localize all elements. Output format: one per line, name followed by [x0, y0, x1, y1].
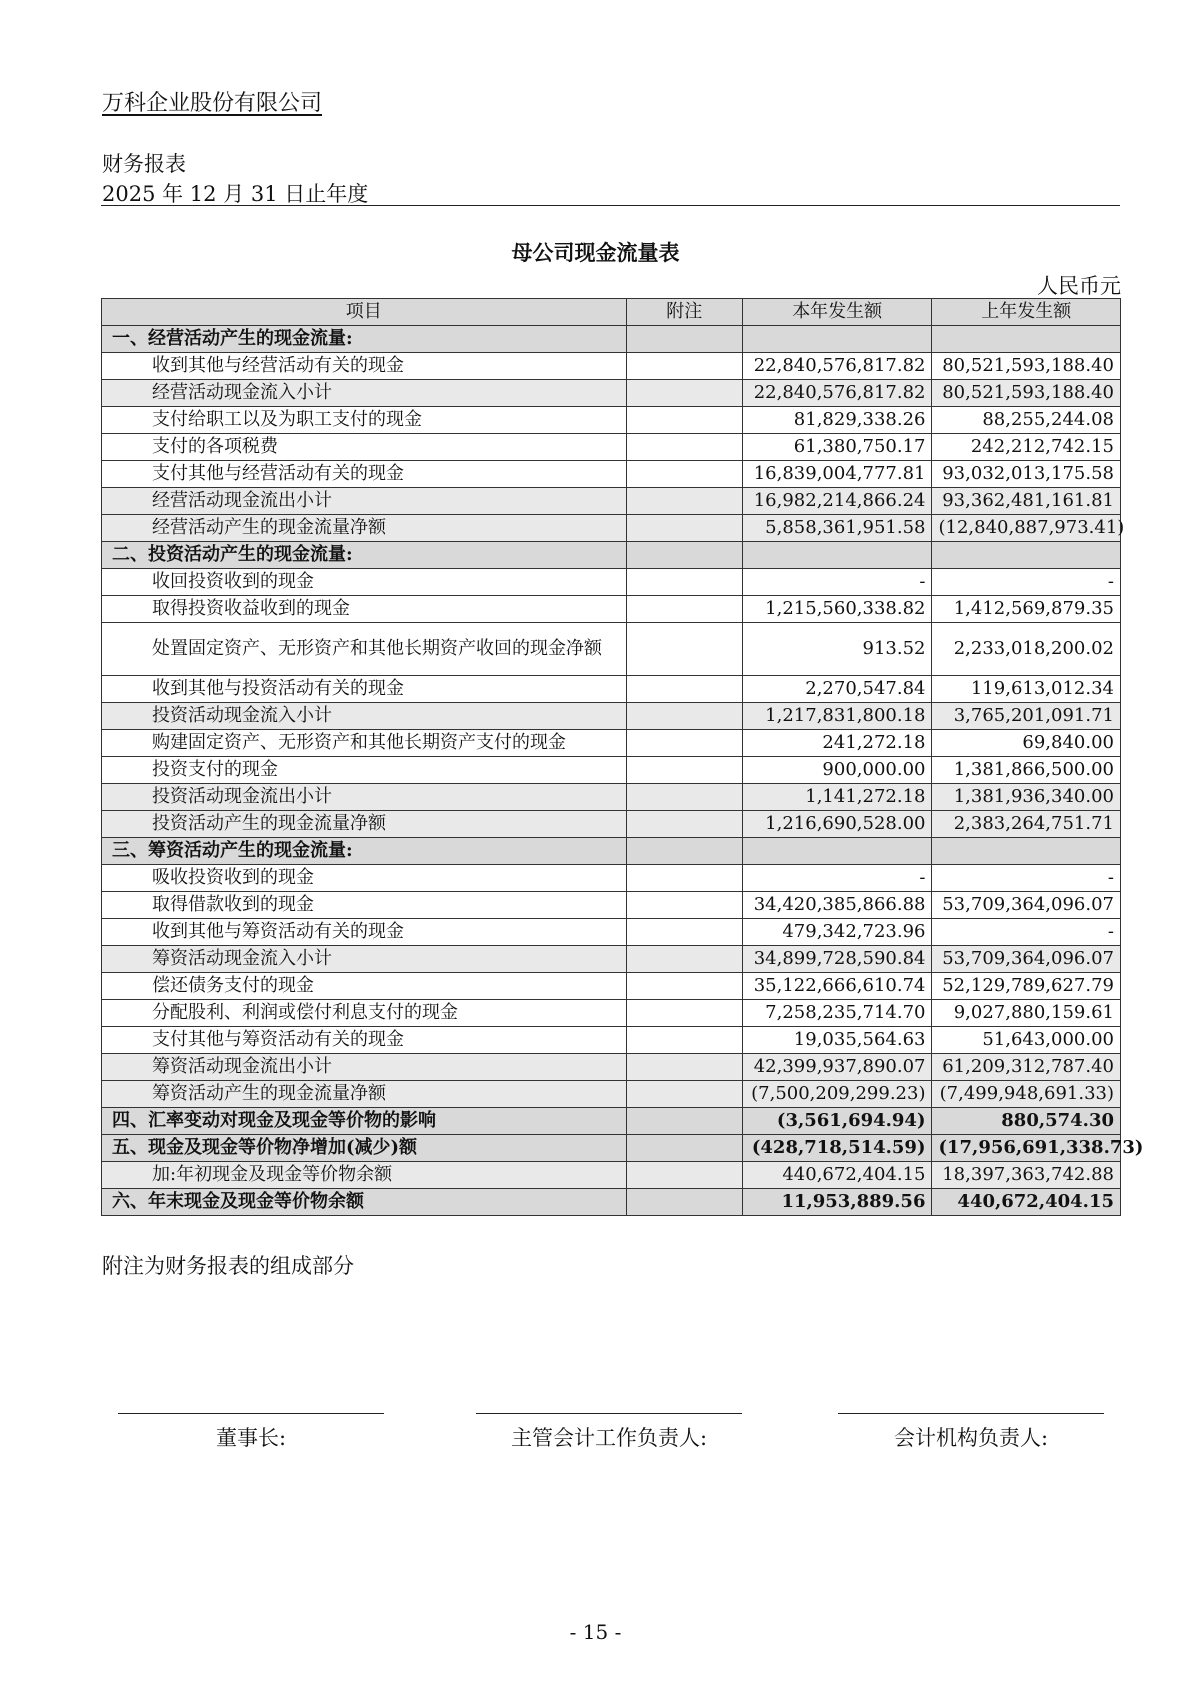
- row-prior-year-value: 52,129,789,627.79: [932, 973, 1121, 1000]
- row-prior-year-value: 1,412,569,879.35: [932, 596, 1121, 623]
- row-current-year-value: 7,258,235,714.70: [742, 1000, 932, 1027]
- table-header-row: [102, 299, 1121, 326]
- table-row: [102, 676, 1121, 703]
- row-prior-year-value: 61,209,312,787.40: [932, 1054, 1121, 1081]
- row-current-year-value: 11,953,889.56: [742, 1189, 932, 1216]
- row-note: [626, 757, 742, 784]
- column-header-prior-year: 上年发生额: [932, 299, 1121, 326]
- row-item-label: 分配股利、利润或偿付利息支付的现金: [102, 1000, 627, 1027]
- column-header-note: 附注: [626, 299, 742, 326]
- row-prior-year-value: 3,765,201,091.71: [932, 703, 1121, 730]
- row-current-year-value: 34,899,728,590.84: [742, 946, 932, 973]
- row-note: [626, 488, 742, 515]
- row-prior-year-value: (12,840,887,973.41): [932, 515, 1121, 542]
- row-item-label: 投资支付的现金: [102, 757, 627, 784]
- row-item-label: 投资活动现金流出小计: [102, 784, 627, 811]
- row-current-year-value: (3,561,694.94): [742, 1108, 932, 1135]
- row-prior-year-value: 93,362,481,161.81: [932, 488, 1121, 515]
- row-note: [626, 1135, 742, 1162]
- row-note: [626, 1162, 742, 1189]
- row-note: [626, 865, 742, 892]
- row-current-year-value: 22,840,576,817.82: [742, 380, 932, 407]
- row-note: [626, 596, 742, 623]
- row-note: [626, 515, 742, 542]
- row-prior-year-value: (17,956,691,338.73): [932, 1135, 1121, 1162]
- row-prior-year-value: 440,672,404.15: [932, 1189, 1121, 1216]
- table-row: [102, 1054, 1121, 1081]
- table-row: [102, 1135, 1121, 1162]
- row-item-label: 五、现金及现金等价物净增加(减少)额: [102, 1135, 627, 1162]
- table-row: [102, 1189, 1121, 1216]
- row-current-year-value: 900,000.00: [742, 757, 932, 784]
- row-prior-year-value: 1,381,866,500.00: [932, 757, 1121, 784]
- row-current-year-value: [742, 838, 932, 865]
- row-current-year-value: 1,141,272.18: [742, 784, 932, 811]
- signature-line-chairman: [118, 1413, 384, 1414]
- row-current-year-value: 19,035,564.63: [742, 1027, 932, 1054]
- table-row: [102, 461, 1121, 488]
- row-current-year-value: 1,217,831,800.18: [742, 703, 932, 730]
- row-prior-year-value: 88,255,244.08: [932, 407, 1121, 434]
- row-prior-year-value: -: [932, 865, 1121, 892]
- row-note: [626, 1189, 742, 1216]
- row-item-label: 取得借款收到的现金: [102, 892, 627, 919]
- row-note: [626, 326, 742, 353]
- header-divider: [101, 205, 1120, 206]
- row-current-year-value: -: [742, 865, 932, 892]
- row-item-label: 偿还债务支付的现金: [102, 973, 627, 1000]
- footnote: 附注为财务报表的组成部分: [102, 1254, 354, 1278]
- table-title: 母公司现金流量表: [511, 240, 680, 265]
- row-item-label: 购建固定资产、无形资产和其他长期资产支付的现金: [102, 730, 627, 757]
- row-prior-year-value: 119,613,012.34: [932, 676, 1121, 703]
- table-row: [102, 1162, 1121, 1189]
- table-row: [102, 1000, 1121, 1027]
- row-item-label: 筹资活动产生的现金流量净额: [102, 1081, 627, 1108]
- table-row: [102, 623, 1121, 676]
- column-header-item: 项目: [102, 299, 627, 326]
- table-row: [102, 515, 1121, 542]
- row-prior-year-value: 53,709,364,096.07: [932, 946, 1121, 973]
- table-row: [102, 326, 1121, 353]
- row-note: [626, 892, 742, 919]
- table-row: [102, 434, 1121, 461]
- row-item-label: 吸收投资收到的现金: [102, 865, 627, 892]
- row-item-label: 经营活动现金流入小计: [102, 380, 627, 407]
- row-current-year-value: 42,399,937,890.07: [742, 1054, 932, 1081]
- row-item-label: 投资活动产生的现金流量净额: [102, 811, 627, 838]
- row-item-label: 支付给职工以及为职工支付的现金: [102, 407, 627, 434]
- report-type: 财务报表: [102, 152, 186, 176]
- row-item-label: 处置固定资产、无形资产和其他长期资产收回的现金净额: [102, 623, 627, 676]
- row-note: [626, 838, 742, 865]
- row-note: [626, 946, 742, 973]
- row-note: [626, 407, 742, 434]
- row-prior-year-value: 53,709,364,096.07: [932, 892, 1121, 919]
- table-row: [102, 811, 1121, 838]
- row-current-year-value: (428,718,514.59): [742, 1135, 932, 1162]
- row-note: [626, 919, 742, 946]
- page-number: - 15 -: [569, 1620, 622, 1644]
- row-current-year-value: 61,380,750.17: [742, 434, 932, 461]
- row-note: [626, 1027, 742, 1054]
- table-row: [102, 1027, 1121, 1054]
- signature-label-chairman: 董事长:: [215, 1426, 287, 1450]
- table-row: [102, 703, 1121, 730]
- row-prior-year-value: 2,233,018,200.02: [932, 623, 1121, 676]
- row-note: [626, 1000, 742, 1027]
- row-item-label: 筹资活动现金流入小计: [102, 946, 627, 973]
- currency-unit: 人民币元: [1037, 274, 1121, 298]
- row-item-label: 加:年初现金及现金等价物余额: [102, 1162, 627, 1189]
- table-row: [102, 757, 1121, 784]
- row-prior-year-value: 18,397,363,742.88: [932, 1162, 1121, 1189]
- row-current-year-value: 1,216,690,528.00: [742, 811, 932, 838]
- row-current-year-value: 241,272.18: [742, 730, 932, 757]
- row-note: [626, 973, 742, 1000]
- row-item-label: 支付的各项税费: [102, 434, 627, 461]
- row-note: [626, 784, 742, 811]
- row-note: [626, 623, 742, 676]
- row-current-year-value: 16,982,214,866.24: [742, 488, 932, 515]
- row-prior-year-value: -: [932, 569, 1121, 596]
- table-row: [102, 353, 1121, 380]
- row-prior-year-value: 1,381,936,340.00: [932, 784, 1121, 811]
- table-row: [102, 838, 1121, 865]
- row-current-year-value: 913.52: [742, 623, 932, 676]
- company-name: 万科企业股份有限公司: [102, 91, 323, 116]
- table-row: [102, 919, 1121, 946]
- table-row: [102, 784, 1121, 811]
- table-row: [102, 730, 1121, 757]
- row-current-year-value: [742, 326, 932, 353]
- row-item-label: 三、筹资活动产生的现金流量:: [102, 838, 627, 865]
- table-row: [102, 973, 1121, 1000]
- row-item-label: 支付其他与经营活动有关的现金: [102, 461, 627, 488]
- row-prior-year-value: 80,521,593,188.40: [932, 353, 1121, 380]
- table-row: [102, 865, 1121, 892]
- row-prior-year-value: 80,521,593,188.40: [932, 380, 1121, 407]
- row-note: [626, 730, 742, 757]
- row-prior-year-value: 242,212,742.15: [932, 434, 1121, 461]
- row-current-year-value: 5,858,361,951.58: [742, 515, 932, 542]
- row-prior-year-value: 69,840.00: [932, 730, 1121, 757]
- row-current-year-value: 16,839,004,777.81: [742, 461, 932, 488]
- column-header-current-year: 本年发生额: [742, 299, 932, 326]
- table-row: [102, 569, 1121, 596]
- table-row: [102, 946, 1121, 973]
- row-note: [626, 434, 742, 461]
- row-prior-year-value: (7,499,948,691.33): [932, 1081, 1121, 1108]
- signature-label-accounting-dept: 会计机构负责人:: [893, 1426, 1049, 1450]
- row-prior-year-value: 2,383,264,751.71: [932, 811, 1121, 838]
- row-current-year-value: 35,122,666,610.74: [742, 973, 932, 1000]
- table-row: [102, 542, 1121, 569]
- row-note: [626, 1054, 742, 1081]
- row-note: [626, 1081, 742, 1108]
- row-item-label: 二、投资活动产生的现金流量:: [102, 542, 627, 569]
- table-row: [102, 1108, 1121, 1135]
- row-note: [626, 569, 742, 596]
- row-note: [626, 703, 742, 730]
- table-body: [102, 326, 1144, 1216]
- row-current-year-value: 34,420,385,866.88: [742, 892, 932, 919]
- row-item-label: 经营活动产生的现金流量净额: [102, 515, 627, 542]
- row-item-label: 收回投资收到的现金: [102, 569, 627, 596]
- row-note: [626, 811, 742, 838]
- table-row: [102, 892, 1121, 919]
- row-current-year-value: 22,840,576,817.82: [742, 353, 932, 380]
- row-item-label: 收到其他与筹资活动有关的现金: [102, 919, 627, 946]
- row-prior-year-value: 93,032,013,175.58: [932, 461, 1121, 488]
- row-current-year-value: -: [742, 569, 932, 596]
- row-note: [626, 461, 742, 488]
- table-row: [102, 407, 1121, 434]
- row-item-label: 一、经营活动产生的现金流量:: [102, 326, 627, 353]
- row-current-year-value: 1,215,560,338.82: [742, 596, 932, 623]
- row-item-label: 投资活动现金流入小计: [102, 703, 627, 730]
- row-current-year-value: (7,500,209,299.23): [742, 1081, 932, 1108]
- row-prior-year-value: [932, 838, 1121, 865]
- table-row: [102, 380, 1121, 407]
- row-prior-year-value: 9,027,880,159.61: [932, 1000, 1121, 1027]
- signature-label-accounting-head: 主管会计工作负责人:: [510, 1426, 708, 1450]
- report-period: 2025 年 12 月 31 日止年度: [102, 182, 369, 206]
- table-row: [102, 488, 1121, 515]
- row-current-year-value: 81,829,338.26: [742, 407, 932, 434]
- row-note: [626, 353, 742, 380]
- row-item-label: 筹资活动现金流出小计: [102, 1054, 627, 1081]
- row-prior-year-value: -: [932, 919, 1121, 946]
- row-item-label: 支付其他与筹资活动有关的现金: [102, 1027, 627, 1054]
- row-item-label: 取得投资收益收到的现金: [102, 596, 627, 623]
- row-item-label: 六、年末现金及现金等价物余额: [102, 1189, 627, 1216]
- signature-line-accounting-head: [476, 1413, 742, 1414]
- row-note: [626, 1108, 742, 1135]
- row-prior-year-value: 51,643,000.00: [932, 1027, 1121, 1054]
- row-current-year-value: 2,270,547.84: [742, 676, 932, 703]
- row-note: [626, 676, 742, 703]
- row-prior-year-value: [932, 542, 1121, 569]
- row-current-year-value: 440,672,404.15: [742, 1162, 932, 1189]
- row-item-label: 四、汇率变动对现金及现金等价物的影响: [102, 1108, 627, 1135]
- row-item-label: 收到其他与投资活动有关的现金: [102, 676, 627, 703]
- row-note: [626, 380, 742, 407]
- row-item-label: 收到其他与经营活动有关的现金: [102, 353, 627, 380]
- table-row: [102, 1081, 1121, 1108]
- row-prior-year-value: 880,574.30: [932, 1108, 1121, 1135]
- cash-flow-table: [101, 298, 1144, 1216]
- table-row: [102, 596, 1121, 623]
- row-note: [626, 542, 742, 569]
- row-current-year-value: 479,342,723.96: [742, 919, 932, 946]
- row-item-label: 经营活动现金流出小计: [102, 488, 627, 515]
- row-current-year-value: [742, 542, 932, 569]
- row-prior-year-value: [932, 326, 1121, 353]
- signature-line-accounting-dept: [838, 1413, 1104, 1414]
